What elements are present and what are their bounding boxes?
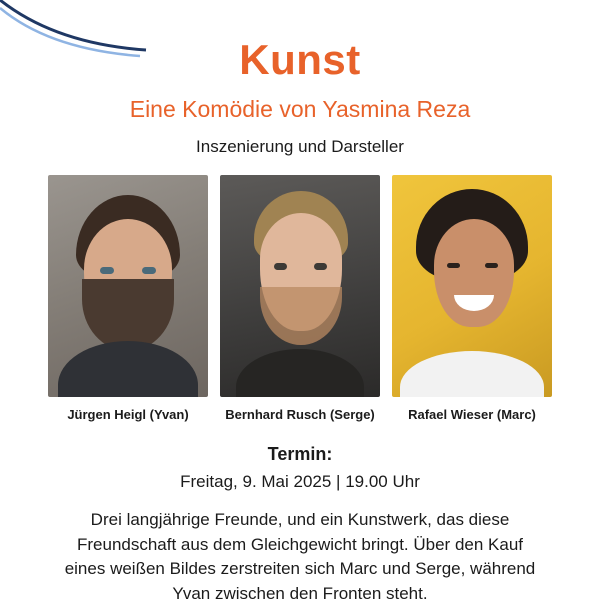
list-item [48, 175, 208, 422]
poster-subtitle: Eine Komödie von Yasmina Reza [129, 96, 471, 123]
cast-member-name: Bernhard Rusch (Serge) [225, 407, 375, 423]
termin-value: Freitag, 9. Mai 2025 | 19.00 Uhr [180, 472, 420, 492]
section-label: Inszenierung und Darsteller [196, 137, 404, 157]
description-text: Drei langjährige Freunde, und ein Kunstwerk, das diese Freundschaft aus dem Gleichgewicht bringt. Über den Kauf eines weißen Bildes zerstreiten sich Marc und Serge, während Yvan zwischen den Fronten steht. [64, 510, 536, 604]
portrait-juergen-heigl [48, 175, 208, 397]
portrait-eye-right [142, 267, 156, 274]
portrait-eye-left [100, 267, 114, 274]
portrait-eye-left [447, 263, 460, 268]
termin-label: Termin: [267, 444, 333, 465]
portrait-eye-left [274, 263, 287, 270]
portrait-eye-right [485, 263, 498, 268]
cast-member-name: Rafael Wieser (Marc) [408, 407, 536, 423]
portrait-rafael-wieser [392, 175, 552, 397]
cast-list [28, 175, 572, 422]
page-title: Kunst [239, 36, 361, 83]
portrait-bernhard-rusch [220, 175, 380, 397]
list-item [220, 175, 380, 422]
cast-member-name: Jürgen Heigl (Yvan) [67, 407, 189, 423]
portrait-eye-right [314, 263, 327, 270]
list-item [392, 175, 552, 422]
